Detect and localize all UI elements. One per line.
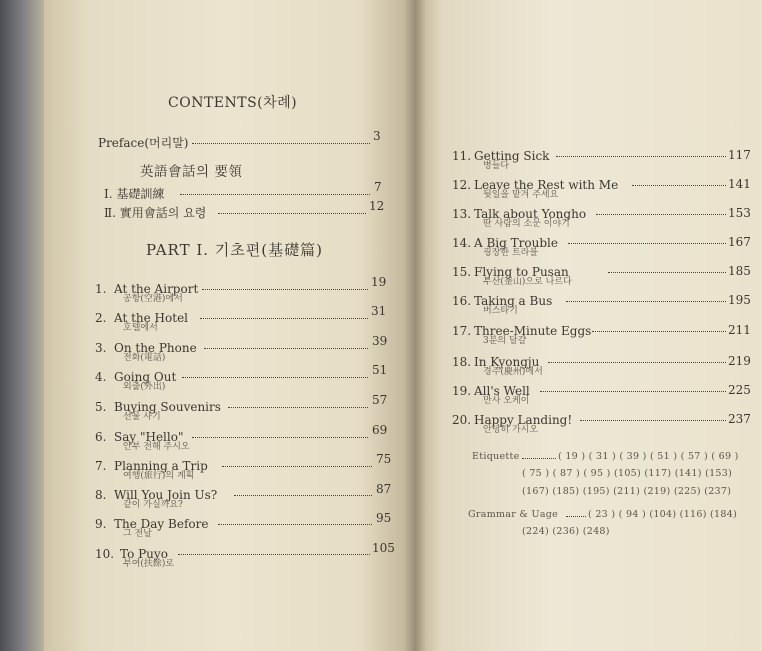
section-title: 英語會話의 要領 — [140, 164, 243, 180]
lesson-number: 10. — [95, 547, 115, 561]
lesson-page: 87 — [376, 482, 392, 496]
lesson-number: 9. — [95, 517, 107, 531]
lesson-title: Going Out — [114, 370, 177, 384]
etiquette-pages-line: ( 19 ) ( 31 ) ( 39 ) ( 51 ) ( 57 ) ( 69 ) — [558, 451, 739, 462]
lesson-page: 57 — [372, 393, 388, 407]
lesson-title: Planning a Trip — [114, 459, 208, 473]
lesson-subtitle: 굉장한 트라블 — [483, 248, 539, 258]
lesson-page: 39 — [372, 334, 388, 348]
lesson-title: At the Hotel — [114, 311, 189, 325]
lesson-number: 6. — [95, 430, 107, 444]
lesson-page: 195 — [728, 293, 751, 307]
lesson-title: To Puyo — [120, 547, 168, 561]
lesson-number: 12. — [452, 178, 472, 192]
intro-item-label: I. 基礎訓練 — [104, 187, 165, 201]
lesson-leader — [202, 289, 368, 290]
contents-heading: CONTENTS(차례) — [168, 95, 298, 111]
lesson-title: Happy Landing! — [474, 413, 573, 427]
lesson-subtitle: 뒷일을 맡겨 주세요 — [483, 190, 559, 200]
lesson-number: 2. — [95, 311, 107, 325]
grammar-pages-line: ( 23 ) ( 94 ) (104) (116) (184) — [588, 509, 738, 520]
lesson-page: 75 — [376, 452, 392, 466]
book-cover-edge — [0, 0, 46, 651]
lesson-number: 18. — [452, 355, 472, 369]
lesson-subtitle: 버스타기 — [483, 306, 518, 316]
lesson-subtitle: 공항(空港)에서 — [123, 294, 183, 304]
lesson-subtitle: 그 전날 — [123, 529, 152, 539]
lesson-subtitle: 호텔에서 — [123, 323, 158, 333]
lesson-number: 4. — [95, 370, 107, 384]
lesson-page: 117 — [728, 148, 751, 162]
preface-page: 3 — [373, 129, 381, 143]
lesson-number: 17. — [452, 324, 472, 338]
lesson-subtitle: 3분의 달걀 — [483, 336, 527, 346]
lesson-title: Taking a Bus — [474, 294, 553, 308]
lesson-number: 15. — [452, 265, 472, 279]
lesson-page: 185 — [728, 264, 751, 278]
lesson-leader — [580, 420, 726, 421]
lesson-subtitle: 외출(外出) — [123, 382, 166, 392]
lesson-subtitle: 안녕히 가시오 — [483, 425, 539, 435]
lesson-number: 20. — [452, 413, 472, 427]
lesson-subtitle: 부산(釜山)으로 나르다 — [483, 277, 572, 287]
part-title: PART Ⅰ. 기초편(基礎篇) — [146, 241, 323, 259]
lesson-title: Three-Minute Eggs — [474, 324, 592, 338]
lesson-title: The Day Before — [114, 517, 209, 531]
grammar-pages-line: (224) (236) (248) — [522, 526, 610, 537]
intro-item-page: 7 — [374, 180, 382, 194]
lesson-leader — [548, 362, 726, 363]
lesson-page: 225 — [728, 383, 751, 397]
lesson-number: 16. — [452, 294, 472, 308]
lesson-leader — [568, 243, 726, 244]
lesson-title: On the Phone — [114, 341, 197, 355]
lesson-title: All's Well — [474, 384, 530, 398]
lesson-subtitle: 딴 사람의 소문 이야기 — [483, 219, 570, 229]
lesson-number: 8. — [95, 488, 107, 502]
lesson-subtitle: 병들다 — [483, 161, 510, 171]
lesson-title: Say "Hello" — [114, 430, 184, 444]
lesson-subtitle: 안부 전해 주시오 — [123, 442, 190, 452]
lesson-page: 237 — [728, 412, 751, 426]
lesson-page: 167 — [728, 235, 751, 249]
lesson-leader — [228, 407, 368, 408]
lesson-number: 5. — [95, 400, 107, 414]
lesson-number: 7. — [95, 459, 107, 473]
lesson-title: Flying to Pusan — [474, 265, 569, 279]
grammar-label: Grammar & Uage — [468, 509, 559, 520]
lesson-leader — [632, 185, 726, 186]
lesson-subtitle: 만사 오케이 — [483, 396, 530, 406]
intro-item-leader — [218, 213, 366, 214]
lesson-subtitle: 부여(扶餘)로 — [123, 559, 175, 569]
lesson-page: 219 — [728, 354, 751, 368]
lesson-leader — [566, 301, 726, 302]
lesson-subtitle: 경주(慶州)에서 — [483, 367, 543, 377]
lesson-leader — [192, 437, 368, 438]
lesson-title: Leave the Rest with Me — [474, 178, 619, 192]
lesson-leader — [200, 318, 368, 319]
lesson-number: 14. — [452, 236, 472, 250]
lesson-title: Will You Join Us? — [114, 488, 218, 502]
lesson-page: 31 — [371, 304, 387, 318]
grammar-leader — [566, 516, 586, 517]
etiquette-pages-line: (167) (185) (195) (211) (219) (225) (237) — [522, 486, 732, 497]
lesson-leader — [592, 331, 726, 332]
lesson-page: 19 — [371, 275, 387, 289]
intro-item-page: 12 — [369, 199, 385, 213]
etiquette-leader — [522, 458, 556, 459]
lesson-leader — [540, 391, 726, 392]
lesson-page: 51 — [372, 363, 388, 377]
lesson-leader — [608, 272, 726, 273]
intro-item-leader — [180, 194, 370, 195]
book-gutter — [404, 0, 426, 651]
lesson-number: 1. — [95, 282, 107, 296]
lesson-leader — [204, 348, 368, 349]
lesson-title: Getting Sick — [474, 149, 550, 163]
lesson-leader — [596, 214, 726, 215]
lesson-subtitle: 여행(旅行)의 계획 — [123, 471, 195, 481]
lesson-title: Talk about Yongho — [474, 207, 587, 221]
lesson-leader — [182, 377, 368, 378]
lesson-leader — [234, 495, 372, 496]
lesson-number: 19. — [452, 384, 472, 398]
lesson-leader — [222, 466, 372, 467]
lesson-number: 3. — [95, 341, 107, 355]
lesson-leader — [556, 156, 726, 157]
etiquette-label: Etiquette — [472, 451, 520, 462]
lesson-page: 211 — [728, 323, 751, 337]
lesson-page: 141 — [728, 177, 751, 191]
lesson-page: 95 — [376, 511, 392, 525]
lesson-leader — [178, 554, 370, 555]
lesson-title: In Kyongju — [474, 355, 540, 369]
lesson-number: 11. — [452, 149, 472, 163]
lesson-subtitle: 선물 사기 — [123, 412, 161, 422]
lesson-page: 69 — [372, 423, 388, 437]
intro-item-label: Ⅱ. 實用會話의 요령 — [104, 206, 207, 220]
lesson-subtitle: 전화(電話) — [123, 353, 166, 363]
etiquette-pages-line: ( 75 ) ( 87 ) ( 95 ) (105) (117) (141) (153) — [522, 468, 733, 479]
lesson-title: Buying Souvenirs — [114, 400, 221, 414]
lesson-page: 105 — [372, 541, 395, 555]
lesson-page: 153 — [728, 206, 751, 220]
preface-label: Preface(머리말) — [98, 136, 189, 150]
lesson-title: A Big Trouble — [474, 236, 558, 250]
lesson-leader — [218, 524, 372, 525]
lesson-subtitle: 같이 가실까요? — [123, 500, 183, 510]
lesson-number: 13. — [452, 207, 472, 221]
preface-leader — [192, 143, 370, 144]
lesson-title: At the Airport — [114, 282, 199, 296]
